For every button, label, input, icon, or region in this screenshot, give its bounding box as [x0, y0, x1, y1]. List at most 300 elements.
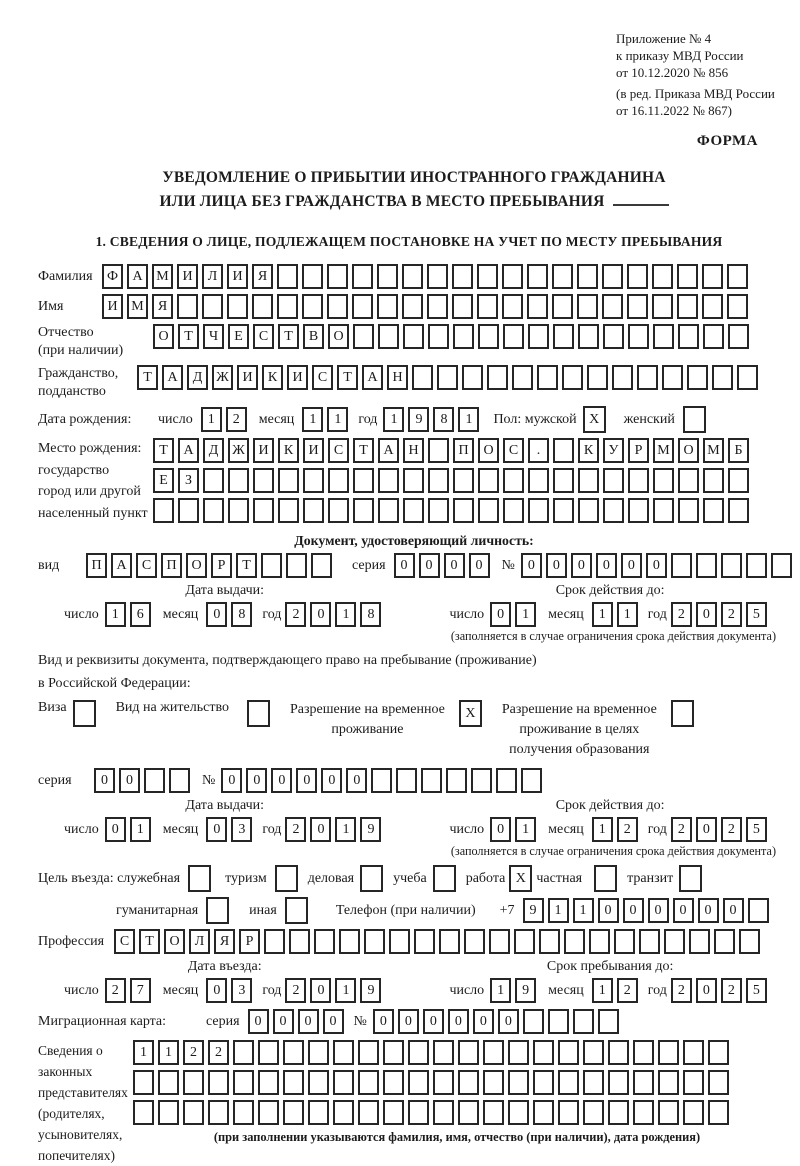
form-cell[interactable] [352, 294, 373, 319]
form-cell[interactable] [677, 294, 698, 319]
form-cell[interactable] [771, 553, 792, 578]
form-cell[interactable]: 0 [346, 768, 367, 793]
form-cell[interactable] [327, 264, 348, 289]
form-cell[interactable] [477, 294, 498, 319]
form-cell[interactable] [628, 498, 649, 523]
form-cell[interactable] [573, 1009, 594, 1034]
form-cell[interactable]: Н [387, 365, 408, 390]
form-cell[interactable] [283, 1070, 304, 1095]
form-cell[interactable]: Т [337, 365, 358, 390]
form-cell[interactable] [227, 294, 248, 319]
form-cell[interactable] [169, 768, 190, 793]
form-cell[interactable]: Ж [212, 365, 233, 390]
form-cell[interactable]: 1 [302, 407, 323, 432]
form-cell[interactable] [689, 929, 710, 954]
form-cell[interactable]: К [262, 365, 283, 390]
form-cell[interactable] [311, 553, 332, 578]
form-cell[interactable] [383, 1100, 404, 1125]
form-cell[interactable] [658, 1100, 679, 1125]
purpose-tourism-checkbox[interactable] [275, 865, 302, 892]
form-cell[interactable] [737, 365, 758, 390]
purpose-work-checkbox[interactable] [509, 865, 536, 892]
form-cell[interactable] [637, 365, 658, 390]
form-cell[interactable]: 9 [360, 817, 381, 842]
form-cell[interactable] [247, 700, 270, 727]
permit-number-cells[interactable] [221, 768, 546, 793]
form-cell[interactable] [727, 294, 748, 319]
form-cell[interactable]: 1 [573, 898, 594, 923]
form-cell[interactable] [437, 365, 458, 390]
form-cell[interactable] [552, 294, 573, 319]
form-cell[interactable] [328, 468, 349, 493]
form-cell[interactable] [562, 365, 583, 390]
form-cell[interactable]: М [653, 438, 674, 463]
form-cell[interactable] [746, 553, 767, 578]
mc-series-cells[interactable] [248, 1009, 348, 1034]
permit-valid-day-cells[interactable] [490, 817, 540, 842]
form-cell[interactable] [578, 498, 599, 523]
surname-cells[interactable] [102, 264, 752, 289]
form-cell[interactable]: 0 [696, 817, 717, 842]
form-cell[interactable] [462, 365, 483, 390]
form-cell[interactable]: 0 [498, 1009, 519, 1034]
sex-male-checkbox[interactable] [583, 406, 610, 433]
form-cell[interactable] [512, 365, 533, 390]
form-cell[interactable]: 0 [423, 1009, 444, 1034]
form-cell[interactable]: 1 [335, 978, 356, 1003]
form-cell[interactable] [408, 1070, 429, 1095]
form-cell[interactable]: 0 [221, 768, 242, 793]
form-cell[interactable] [548, 1009, 569, 1034]
form-cell[interactable] [558, 1040, 579, 1065]
birthplace-cells-row1[interactable] [153, 438, 753, 463]
form-cell[interactable] [687, 365, 708, 390]
form-cell[interactable] [627, 294, 648, 319]
form-cell[interactable] [378, 324, 399, 349]
form-cell[interactable] [133, 1100, 154, 1125]
form-cell[interactable] [73, 700, 96, 727]
form-cell[interactable]: 8 [231, 602, 252, 627]
form-cell[interactable]: Р [628, 438, 649, 463]
form-cell[interactable] [377, 264, 398, 289]
form-cell[interactable]: Т [236, 553, 257, 578]
form-cell[interactable]: 0 [296, 768, 317, 793]
form-cell[interactable] [714, 929, 735, 954]
form-cell[interactable] [553, 438, 574, 463]
form-cell[interactable] [483, 1100, 504, 1125]
form-cell[interactable]: 0 [623, 898, 644, 923]
form-cell[interactable]: 0 [248, 1009, 269, 1034]
form-cell[interactable] [583, 1100, 604, 1125]
form-cell[interactable] [433, 865, 456, 892]
form-cell[interactable] [727, 264, 748, 289]
form-cell[interactable] [503, 324, 524, 349]
form-cell[interactable]: 0 [621, 553, 642, 578]
patronymic-cells[interactable] [153, 324, 753, 349]
permit-issue-month-cells[interactable] [206, 817, 256, 842]
form-cell[interactable] [653, 324, 674, 349]
form-cell[interactable] [433, 1040, 454, 1065]
birth-year-cells[interactable] [383, 407, 483, 432]
form-cell[interactable]: 0 [646, 553, 667, 578]
form-cell[interactable]: 2 [105, 978, 126, 1003]
form-cell[interactable] [553, 498, 574, 523]
form-cell[interactable] [328, 498, 349, 523]
form-cell[interactable] [253, 498, 274, 523]
form-cell[interactable] [594, 865, 617, 892]
form-cell[interactable] [552, 264, 573, 289]
form-cell[interactable]: 0 [673, 898, 694, 923]
form-cell[interactable] [508, 1040, 529, 1065]
form-cell[interactable] [208, 1070, 229, 1095]
visa-checkbox[interactable] [73, 700, 100, 727]
form-cell[interactable] [203, 498, 224, 523]
form-cell[interactable] [487, 365, 508, 390]
stay-month-cells[interactable] [592, 978, 642, 1003]
doc-valid-month-cells[interactable] [592, 602, 642, 627]
form-cell[interactable]: Б [728, 438, 749, 463]
form-cell[interactable] [678, 468, 699, 493]
form-cell[interactable] [403, 468, 424, 493]
form-cell[interactable]: Я [152, 294, 173, 319]
form-cell[interactable] [728, 324, 749, 349]
mc-number-cells[interactable] [373, 1009, 623, 1034]
form-cell[interactable]: А [378, 438, 399, 463]
doc-valid-year-cells[interactable] [671, 602, 771, 627]
form-cell[interactable] [683, 1040, 704, 1065]
form-cell[interactable]: 1 [617, 602, 638, 627]
form-cell[interactable] [502, 294, 523, 319]
form-cell[interactable] [458, 1070, 479, 1095]
form-cell[interactable] [428, 324, 449, 349]
form-cell[interactable] [383, 1040, 404, 1065]
form-cell[interactable]: 1 [105, 602, 126, 627]
permit-issue-year-cells[interactable] [285, 817, 385, 842]
form-cell[interactable] [327, 294, 348, 319]
form-cell[interactable]: А [178, 438, 199, 463]
form-cell[interactable]: Е [153, 468, 174, 493]
form-cell[interactable] [353, 468, 374, 493]
form-cell[interactable]: 2 [226, 407, 247, 432]
form-cell[interactable]: 0 [271, 768, 292, 793]
form-cell[interactable] [277, 294, 298, 319]
form-cell[interactable] [453, 324, 474, 349]
form-cell[interactable] [628, 468, 649, 493]
birthplace-cells-row3[interactable] [153, 498, 753, 523]
form-cell[interactable]: 0 [448, 1009, 469, 1034]
form-cell[interactable] [721, 553, 742, 578]
form-cell[interactable] [403, 498, 424, 523]
birth-day-cells[interactable] [201, 407, 251, 432]
form-cell[interactable] [428, 438, 449, 463]
form-cell[interactable]: О [328, 324, 349, 349]
form-cell[interactable] [453, 498, 474, 523]
form-cell[interactable] [508, 1100, 529, 1125]
form-cell[interactable] [671, 700, 694, 727]
form-cell[interactable]: Н [403, 438, 424, 463]
form-cell[interactable]: Л [189, 929, 210, 954]
form-cell[interactable] [553, 468, 574, 493]
form-cell[interactable] [433, 1070, 454, 1095]
form-cell[interactable]: Т [153, 438, 174, 463]
form-cell[interactable] [662, 365, 683, 390]
form-cell[interactable] [428, 498, 449, 523]
form-cell[interactable] [446, 768, 467, 793]
form-cell[interactable] [528, 468, 549, 493]
form-cell[interactable]: 0 [598, 898, 619, 923]
form-cell[interactable] [683, 1070, 704, 1095]
form-cell[interactable] [577, 264, 598, 289]
form-cell[interactable] [703, 324, 724, 349]
form-cell[interactable]: 0 [273, 1009, 294, 1034]
form-cell[interactable] [360, 865, 383, 892]
purpose-study-checkbox[interactable] [433, 865, 460, 892]
form-cell[interactable] [671, 553, 692, 578]
doc-series-cells[interactable] [394, 553, 494, 578]
form-cell[interactable] [739, 929, 760, 954]
form-cell[interactable] [286, 553, 307, 578]
form-cell[interactable] [433, 1100, 454, 1125]
form-cell[interactable] [302, 264, 323, 289]
form-cell[interactable] [333, 1100, 354, 1125]
form-cell[interactable]: Ч [203, 324, 224, 349]
form-cell[interactable] [653, 498, 674, 523]
form-cell[interactable] [183, 1100, 204, 1125]
form-cell[interactable] [283, 1040, 304, 1065]
form-cell[interactable]: Т [137, 365, 158, 390]
form-cell[interactable]: 2 [721, 978, 742, 1003]
form-cell[interactable]: М [152, 264, 173, 289]
form-cell[interactable] [458, 1100, 479, 1125]
form-cell[interactable] [708, 1070, 729, 1095]
form-cell[interactable] [378, 498, 399, 523]
form-cell[interactable]: 2 [721, 602, 742, 627]
form-cell[interactable]: X [459, 700, 482, 727]
form-cell[interactable]: Т [139, 929, 160, 954]
form-cell[interactable] [314, 929, 335, 954]
form-cell[interactable]: 0 [310, 817, 331, 842]
form-cell[interactable]: 8 [360, 602, 381, 627]
form-cell[interactable] [477, 264, 498, 289]
form-cell[interactable] [478, 498, 499, 523]
purpose-transit-checkbox[interactable] [679, 865, 706, 892]
residence-permit-checkbox[interactable] [247, 700, 274, 727]
form-cell[interactable]: 0 [490, 817, 511, 842]
form-cell[interactable]: 1 [592, 602, 613, 627]
form-cell[interactable]: 1 [133, 1040, 154, 1065]
form-cell[interactable]: С [328, 438, 349, 463]
form-cell[interactable] [408, 1040, 429, 1065]
form-cell[interactable] [378, 468, 399, 493]
form-cell[interactable] [233, 1040, 254, 1065]
form-cell[interactable]: 5 [746, 978, 767, 1003]
form-cell[interactable] [478, 324, 499, 349]
permit-series-cells[interactable] [94, 768, 194, 793]
form-cell[interactable] [133, 1070, 154, 1095]
form-cell[interactable] [608, 1040, 629, 1065]
form-cell[interactable] [664, 929, 685, 954]
form-cell[interactable]: 9 [523, 898, 544, 923]
form-cell[interactable] [603, 498, 624, 523]
form-cell[interactable] [608, 1070, 629, 1095]
form-cell[interactable] [696, 553, 717, 578]
form-cell[interactable]: 0 [473, 1009, 494, 1034]
form-cell[interactable] [203, 468, 224, 493]
form-cell[interactable]: И [287, 365, 308, 390]
doc-number-cells[interactable] [521, 553, 796, 578]
profession-cells[interactable] [114, 929, 764, 954]
form-cell[interactable] [702, 294, 723, 319]
form-cell[interactable]: 0 [490, 602, 511, 627]
form-cell[interactable] [703, 468, 724, 493]
form-cell[interactable]: 0 [521, 553, 542, 578]
form-cell[interactable] [421, 768, 442, 793]
form-cell[interactable]: С [136, 553, 157, 578]
form-cell[interactable] [712, 365, 733, 390]
form-cell[interactable] [278, 468, 299, 493]
form-cell[interactable]: С [312, 365, 333, 390]
form-cell[interactable] [396, 768, 417, 793]
form-cell[interactable] [285, 897, 308, 924]
form-cell[interactable]: 0 [323, 1009, 344, 1034]
form-cell[interactable]: М [703, 438, 724, 463]
form-cell[interactable]: П [86, 553, 107, 578]
form-cell[interactable] [206, 897, 229, 924]
form-cell[interactable]: 0 [596, 553, 617, 578]
form-cell[interactable]: 1 [158, 1040, 179, 1065]
form-cell[interactable]: И [237, 365, 258, 390]
form-cell[interactable] [533, 1040, 554, 1065]
form-cell[interactable] [358, 1040, 379, 1065]
form-cell[interactable] [633, 1040, 654, 1065]
form-cell[interactable]: А [362, 365, 383, 390]
stay-day-cells[interactable] [490, 978, 540, 1003]
form-cell[interactable] [308, 1100, 329, 1125]
form-cell[interactable] [633, 1100, 654, 1125]
form-cell[interactable]: 1 [548, 898, 569, 923]
representatives-cells-row3[interactable] [133, 1100, 781, 1125]
form-cell[interactable]: 1 [515, 602, 536, 627]
form-cell[interactable] [683, 1100, 704, 1125]
form-cell[interactable] [678, 498, 699, 523]
form-cell[interactable] [528, 324, 549, 349]
phone-cells[interactable] [523, 898, 773, 923]
form-cell[interactable] [403, 324, 424, 349]
form-cell[interactable] [233, 1070, 254, 1095]
form-cell[interactable] [289, 929, 310, 954]
form-cell[interactable]: 1 [515, 817, 536, 842]
form-cell[interactable] [602, 264, 623, 289]
form-cell[interactable] [333, 1040, 354, 1065]
form-cell[interactable] [652, 294, 673, 319]
form-cell[interactable] [558, 1100, 579, 1125]
form-cell[interactable]: 2 [671, 602, 692, 627]
temp-permit-checkbox[interactable] [459, 700, 486, 727]
form-cell[interactable]: 0 [394, 553, 415, 578]
form-cell[interactable] [614, 929, 635, 954]
form-cell[interactable] [533, 1100, 554, 1125]
form-cell[interactable]: 8 [433, 407, 454, 432]
form-cell[interactable]: О [478, 438, 499, 463]
permit-valid-year-cells[interactable] [671, 817, 771, 842]
form-cell[interactable]: 2 [671, 817, 692, 842]
form-cell[interactable]: 1 [383, 407, 404, 432]
form-cell[interactable]: 0 [206, 817, 227, 842]
form-cell[interactable] [278, 498, 299, 523]
permit-valid-month-cells[interactable] [592, 817, 642, 842]
form-cell[interactable] [589, 929, 610, 954]
citizenship-cells[interactable] [137, 365, 762, 390]
form-cell[interactable] [302, 294, 323, 319]
form-cell[interactable]: 1 [201, 407, 222, 432]
form-cell[interactable] [183, 1070, 204, 1095]
form-cell[interactable] [188, 865, 211, 892]
form-cell[interactable]: О [153, 324, 174, 349]
form-cell[interactable]: В [303, 324, 324, 349]
form-cell[interactable] [402, 294, 423, 319]
form-cell[interactable]: И [102, 294, 123, 319]
form-cell[interactable]: X [583, 406, 606, 433]
form-cell[interactable]: . [528, 438, 549, 463]
doc-issue-day-cells[interactable] [105, 602, 155, 627]
form-cell[interactable]: 9 [408, 407, 429, 432]
form-cell[interactable] [603, 468, 624, 493]
form-cell[interactable] [358, 1100, 379, 1125]
given-name-cells[interactable] [102, 294, 752, 319]
form-cell[interactable]: 0 [648, 898, 669, 923]
form-cell[interactable] [252, 294, 273, 319]
form-cell[interactable]: 1 [335, 817, 356, 842]
form-cell[interactable]: 0 [105, 817, 126, 842]
form-cell[interactable] [628, 324, 649, 349]
purpose-other-checkbox[interactable] [285, 897, 312, 924]
form-cell[interactable] [178, 498, 199, 523]
form-cell[interactable] [527, 294, 548, 319]
form-cell[interactable]: С [253, 324, 274, 349]
form-cell[interactable] [583, 1040, 604, 1065]
form-cell[interactable]: 6 [130, 602, 151, 627]
form-cell[interactable]: 0 [206, 602, 227, 627]
form-cell[interactable]: 9 [360, 978, 381, 1003]
doc-issue-year-cells[interactable] [285, 602, 385, 627]
form-cell[interactable]: О [164, 929, 185, 954]
form-cell[interactable] [508, 1070, 529, 1095]
form-cell[interactable] [439, 929, 460, 954]
form-cell[interactable] [537, 365, 558, 390]
form-cell[interactable]: Д [187, 365, 208, 390]
form-cell[interactable] [308, 1040, 329, 1065]
form-cell[interactable] [228, 468, 249, 493]
form-cell[interactable] [412, 365, 433, 390]
form-cell[interactable] [483, 1040, 504, 1065]
form-cell[interactable]: Р [239, 929, 260, 954]
form-cell[interactable]: 5 [746, 602, 767, 627]
form-cell[interactable]: Л [202, 264, 223, 289]
form-cell[interactable] [748, 898, 769, 923]
purpose-business-checkbox[interactable] [360, 865, 387, 892]
form-cell[interactable]: А [111, 553, 132, 578]
form-cell[interactable]: И [253, 438, 274, 463]
permit-issue-day-cells[interactable] [105, 817, 155, 842]
form-cell[interactable] [496, 768, 517, 793]
form-cell[interactable] [558, 1070, 579, 1095]
form-cell[interactable] [452, 264, 473, 289]
form-cell[interactable] [728, 498, 749, 523]
form-cell[interactable] [708, 1100, 729, 1125]
form-cell[interactable]: 2 [285, 817, 306, 842]
form-cell[interactable] [708, 1040, 729, 1065]
form-cell[interactable] [633, 1070, 654, 1095]
